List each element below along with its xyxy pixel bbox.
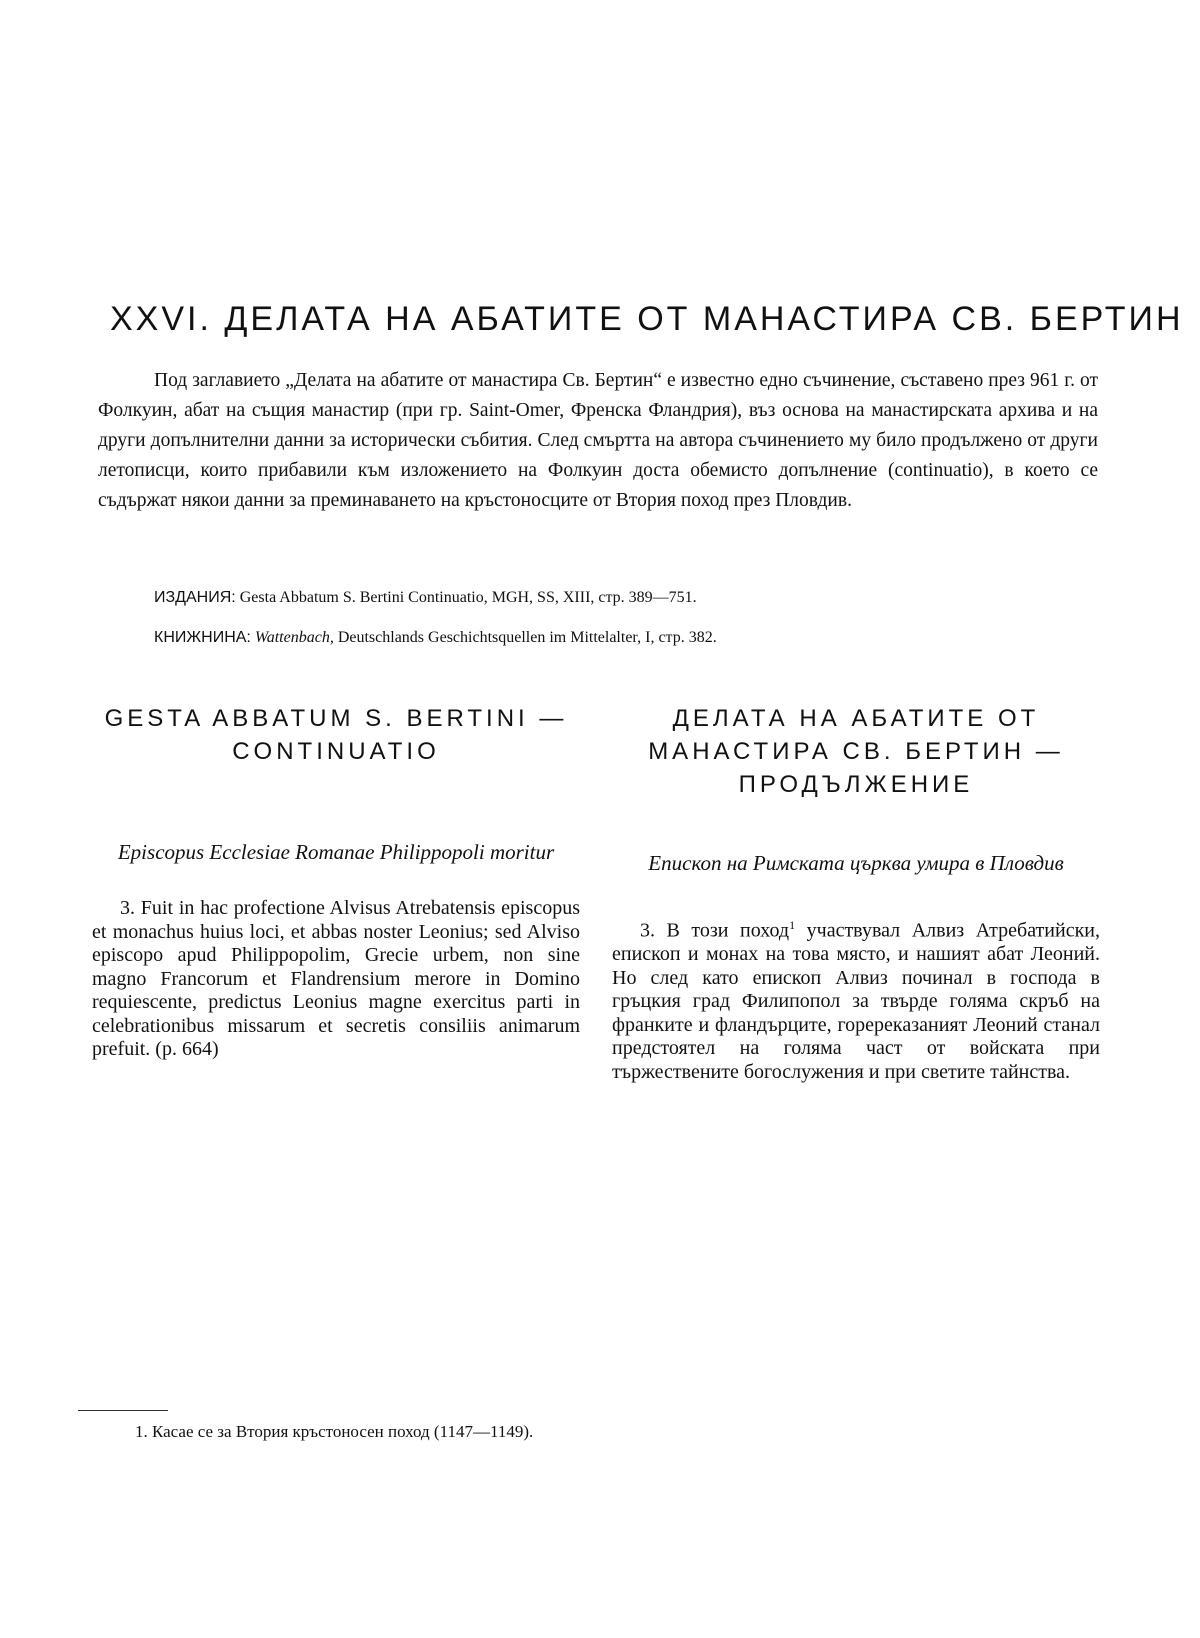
bulgarian-body (612, 914, 1100, 1084)
latin-paragraph: 3. Fuit in hac profectione Alvisus Atrebatensis episcopus et monachus huius loci, et abbas noster Leonius; sed Alviso episcopo apud Philippopolim, Grecie urbem, non sine magno Francorum et Flandrensium merore in Domino requiescente, predictus Leonius magne exercitus parti in celebrationibus missarum et secretis consiliis animarum prefuit. (p. 664) (92, 897, 580, 1060)
footnote-divider (78, 1410, 168, 1411)
intro-section (98, 366, 1098, 516)
latin-column (92, 702, 580, 1062)
footnote: 1. Касае се за Втория кръстоносен поход (1147—1149). (135, 1422, 534, 1441)
latin-body (92, 897, 580, 1062)
bulgarian-title: ДЕЛАТА НА АБАТИТЕ ОТ МАНАСТИРА СВ. БЕРТИН — ПРОДЪЛЖЕНИЕ (648, 705, 1064, 798)
literature-line (154, 626, 1094, 650)
bulgarian-paragraph (612, 914, 1100, 1084)
bulgarian-column (612, 702, 1100, 1084)
literature-label: КНИЖНИНА: (154, 629, 251, 646)
bulgarian-text-start: 3. В този поход (640, 919, 790, 942)
editions-label: ИЗДАНИЯ: (154, 589, 236, 606)
bulgarian-subtitle: Епископ на Римската църква умира в Пловдив (648, 851, 1064, 875)
bulgarian-text-rest: участвувал Алвиз Атребатийски, епископ и монах на това място, и нашият абат Леоний. Но след като епископ Алвиз починал в господа в гръцкия град Филипопол за твърде голяма скръб на франките и фландърците, горереказаният Леоний станал предстоятел на голяма част от войската при тържествените богослужения и при светите тайнства. (612, 919, 1100, 1083)
latin-title: GESTA ABBATUM S. BERTINI — CONTINUATIO (104, 705, 568, 765)
bibliography (154, 586, 1094, 666)
footnote-marker[interactable]: 1 (789, 918, 796, 932)
literature-author: Wattenbach, (254, 629, 334, 646)
editions-line (154, 586, 1094, 610)
editions-text: Gesta Abbatum S. Bertini Continuatio, MGH, SS, XIII, стр. 389—751. (239, 589, 697, 606)
chapter-title: XXVI. ДЕЛАТА НА АБАТИТЕ ОТ МАНАСТИРА СВ. БЕРТИН (110, 300, 1184, 338)
intro-paragraph: Под заглавието „Делата на абатите от манастира Св. Бертин“ е известно едно съчинение, съставено през 961 г. от Фолкуин, абат на същия манастир (при гр. Saint-Omer, Френска Фландрия), въз основа на манастирската архива и на други допълнителни данни за исторически събития. След смъртта на автора съчинението му било продължено от други летописци, които прибавили към изложението на Фолкуин доста обемисто допълнение (continuatio), в което се съдържат някои данни за преминаването на кръстоносците от Втория поход през Пловдив. (98, 370, 1098, 511)
literature-text: Deutschlands Geschichtsquellen im Mittelalter, I, стр. 382. (337, 629, 717, 646)
latin-subtitle: Episcopus Ecclesiae Romanae Philippopoli moritur (117, 840, 555, 864)
